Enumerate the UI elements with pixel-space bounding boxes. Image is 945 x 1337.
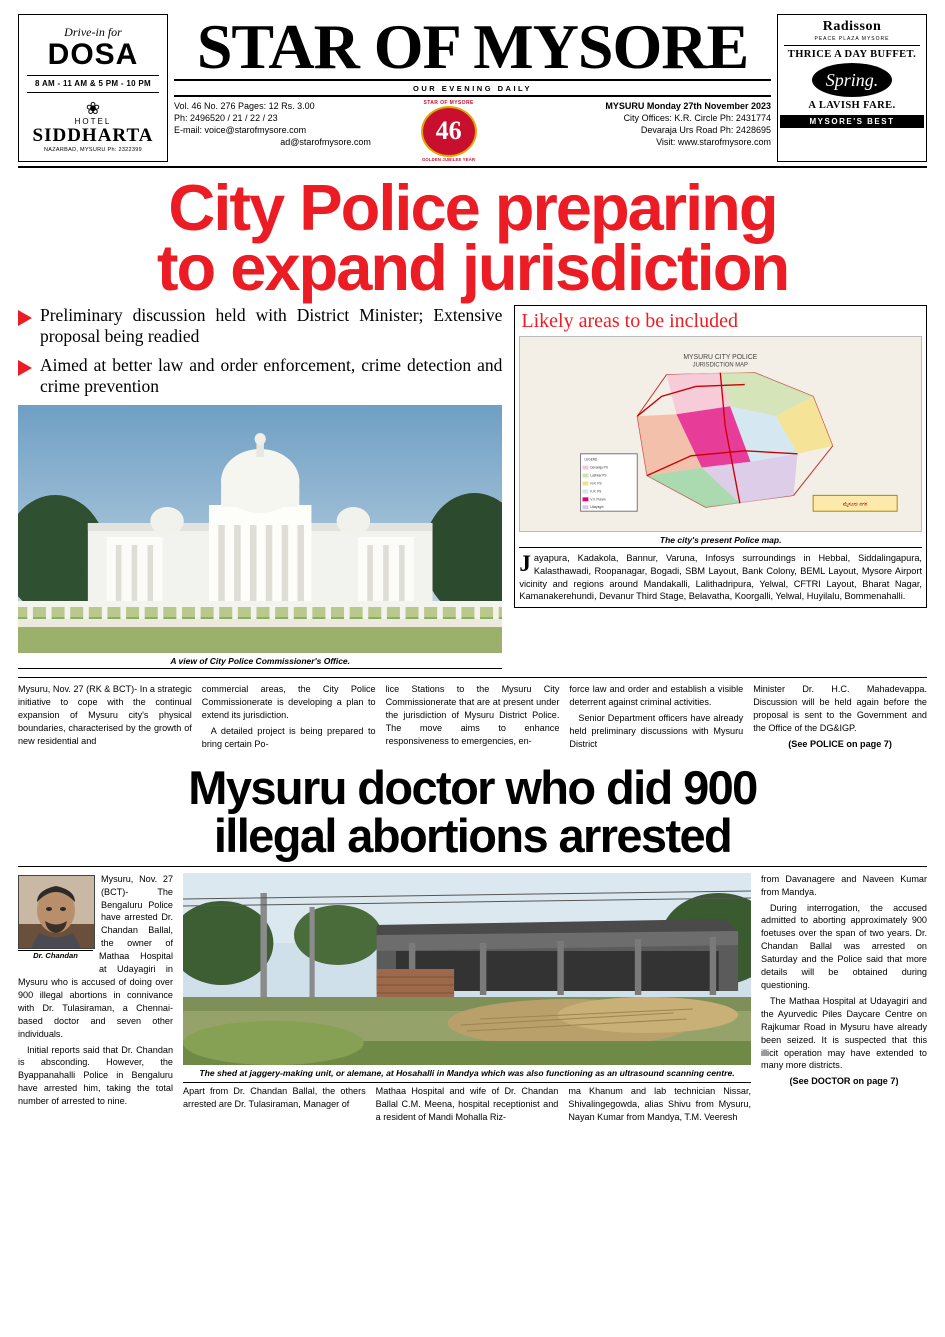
masthead-center	[174, 11, 771, 162]
ad-brand-name: Radisson	[822, 19, 882, 34]
masthead	[18, 11, 927, 168]
divider	[519, 547, 922, 548]
photo-caption: The shed at jaggery-making unit, or alemane, at Hosahalli in Mandya which was also functioning as an ultrasound scanning centre.	[199, 1067, 735, 1078]
svg-text:K.R. PS: K.R. PS	[590, 489, 602, 494]
lead-col-5	[753, 683, 927, 754]
city-office-1: City Offices: K.R. Circle Ph: 2431774	[623, 112, 771, 123]
ad-hotel-name: SIDDHARTA	[32, 125, 154, 146]
story2-col-1	[18, 873, 173, 1127]
lotus-icon: ❀	[85, 99, 101, 118]
lead-col-3	[386, 683, 560, 754]
secondary-headline-line1: Mysuru doctor who did 900	[188, 760, 757, 814]
paragraph: Mysuru, Nov. 27 (BCT)- The Bengaluru Police have arrested Dr. Chandan Ballal, the owner of Mathaa Hospital at Udayagiri in Mysuru who is accused of doing over 900 illegal abortions in connivance with Dr. Tulasiraman, a Chennai-based doctor and seven other individuals.	[18, 873, 173, 1039]
divider	[18, 668, 502, 669]
continuation-link[interactable]: (See POLICE on page 7)	[788, 738, 892, 749]
ad-line-1: THRICE A DAY BUFFET.	[787, 49, 917, 60]
triangle-bullet-icon	[18, 360, 32, 376]
email-line: E-mail: voice@starofmysore.com	[174, 125, 307, 135]
story2-col-4	[568, 1085, 751, 1127]
paragraph: Apart from Dr. Chandan Ballal, the others arrested are Dr. Tulasiraman, Manager of	[183, 1086, 366, 1110]
ad-hotel-label: HOTEL	[74, 117, 112, 126]
story2-col-5	[761, 873, 927, 1127]
lead-headline-line1: City Police preparing	[168, 170, 777, 244]
paragraph: Senior Department officers have already held preliminary discussions with Mysuru District	[569, 713, 744, 749]
tagline: OUR EVENING DAILY	[413, 83, 532, 93]
edition-date: MYSURU Monday 27th November 2023	[605, 100, 771, 111]
lead-headline	[18, 170, 927, 304]
divider	[27, 92, 159, 93]
svg-text:Devaraja PS: Devaraja PS	[590, 465, 609, 470]
lead-bullet-1-text: Preliminary discussion held with District Minister; Extensive proposal being readied	[40, 305, 503, 347]
paragraph: During interrogation, the accused admitted to aborting approximately 900 foetuses over the span of two years. Dr. Chandan Ballal was arrested on Saturday and the Police said that more details will be obtained during questioning.	[761, 902, 927, 990]
svg-text:LEGEND: LEGEND	[584, 458, 598, 463]
lead-bullet-2	[18, 355, 502, 397]
paragraph: Mathaa Hospital and wife of Dr. Chandan Ballal C.M. Meena, hospital receptionist and a resident of Mandi Mohalla Riz-	[375, 1086, 559, 1123]
ad-brand-sub: PEACE PLAZA MYSORE	[814, 36, 890, 42]
avatar	[18, 875, 95, 949]
lead-col-4	[569, 683, 743, 754]
paragraph: from Davanagere and Naveen Kumar from Mandya.	[761, 873, 927, 897]
lead-right-column	[514, 305, 927, 669]
website-line[interactable]: Visit: www.starofmysore.com	[656, 137, 771, 148]
divider	[784, 45, 919, 46]
phone-line: Ph: 2496520 / 21 / 22 / 23	[174, 112, 278, 123]
likely-areas-text	[519, 552, 922, 603]
svg-text:Lashkar PS: Lashkar PS	[590, 473, 607, 478]
lead-col-1	[18, 683, 192, 754]
dropcap: J	[519, 551, 531, 577]
ad-email-line: ad@starofmysore.com	[280, 137, 371, 148]
svg-text:JURISDICTION MAP: JURISDICTION MAP	[693, 362, 749, 370]
ad-hotel-sub: NAZARBAD, MYSURU Ph: 2322399	[44, 147, 142, 153]
ad-line-2: A LAVISH FARE.	[808, 100, 896, 111]
paragraph: force law and order and establish a visible deterrent against criminal activities.	[569, 684, 744, 708]
paragraph: Mysuru, Nov. 27 (RK & BCT)- In a strategic initiative to cope with the continual expansion of Mysuru city's physical boundaries, characterised by the growth of new residential and	[18, 684, 192, 746]
volume-line: Vol. 46 No. 276 Pages: 12 Rs. 3.00	[174, 100, 315, 111]
secondary-headline-line2: illegal abortions arrested	[213, 808, 732, 862]
triangle-bullet-icon	[18, 310, 32, 326]
photo-caption: A view of City Police Commissioner's Office.	[170, 656, 351, 667]
page-title: STAR OF MYSORE	[196, 11, 749, 82]
paragraph: The Mathaa Hospital at Udayagiri and the Ayurvedic Piles Daycare Centre on Rajkumar Road in Mysuru have already been seized. It is suspected that this illicit operation may have extended to many more districts.	[761, 995, 927, 1071]
police-commissioner-office-photo	[18, 405, 502, 653]
emblem-bottom-text: GOLDEN JUBILEE YEAR	[421, 156, 476, 162]
paragraph: A detailed project is being prepared to bring certain Po-	[201, 726, 376, 749]
svg-text:MYSURU CITY POLICE: MYSURU CITY POLICE	[683, 354, 758, 362]
ad-drivein-label: Drive-in for	[64, 25, 122, 39]
divider	[183, 1082, 751, 1083]
svg-text:N.R. PS: N.R. PS	[590, 481, 602, 486]
paragraph: ma Khanum and lab technician Nissar, Shivalingegowda, alias Shivu from Mysuru, Nayan Kumar from Mandya, T.M. Veeresh	[568, 1086, 752, 1123]
lead-left-column	[18, 305, 502, 669]
svg-text:Udayagiri: Udayagiri	[590, 505, 604, 510]
likely-areas-box	[514, 305, 927, 608]
ad-radisson[interactable]	[777, 14, 927, 162]
story2-center	[183, 873, 751, 1127]
lead-story-columns	[18, 677, 927, 754]
divider	[174, 79, 771, 81]
city-office-2: Devaraja Urs Road Ph: 2428695	[640, 125, 771, 135]
ad-hours: 8 AM - 11 AM & 5 PM - 10 PM	[35, 79, 151, 88]
ad-hotel-siddharta[interactable]	[18, 14, 168, 162]
emblem-number: 46	[421, 106, 477, 157]
jaggery-shed-photo	[183, 873, 751, 1065]
secondary-headline	[18, 760, 927, 862]
emblem-top-text: STAR OF MYSORE	[423, 99, 474, 106]
ad-tagline: MYSORE'S BEST	[780, 115, 924, 128]
map-caption: The city's present Police map.	[659, 535, 782, 546]
continuation-link[interactable]: (See DOCTOR on page 7)	[789, 1076, 899, 1087]
police-map-image	[519, 336, 922, 532]
likely-areas-body: ayapura, Kadakola, Bannur, Varuna, Infosys surroundings in Hebbal, Siddalingapura, Kalasthawadi, Roopanagar, Bogadi, SBM Layout, Bank Colony, BEML Layout, Mysore Airport vicinity and regions around Mandakalli, Lalithadripura, Yelwal, CFTRI Layout, Bharat Nagar, Kamanakerehundi, Devanur Third Stage, Belavatha, Koorgalli, Yelwal, Huyilalu, Bommenahalli.	[519, 553, 922, 602]
jubilee-emblem	[389, 100, 508, 162]
paragraph: Initial reports said that Dr. Chandan is absconding. However, the Byappanahalli Police in Bengaluru have arrested him, taking the total number of arrested to nine.	[18, 1044, 173, 1107]
story2-col-3	[376, 1085, 559, 1127]
masthead-left-info	[174, 100, 389, 149]
svg-text:ಮೈಸೂರು ನಗರ: ಮೈಸೂರು ನಗರ	[843, 502, 868, 508]
likely-areas-title: Likely areas to be included	[521, 310, 738, 333]
paragraph: lice Stations to the Mysuru City Commissionerate that are at present under the jurisdiction of Mysuru District Police. The move aims to enhance responsiveness to emergencies, en-	[385, 684, 560, 746]
story2-col-2	[183, 1085, 366, 1127]
svg-text:V.V. Puram: V.V. Puram	[590, 497, 607, 502]
lead-headline-line2: to expand jurisdiction	[156, 230, 789, 304]
lead-col-2	[202, 683, 376, 754]
divider	[27, 75, 159, 76]
lead-bullet-1	[18, 305, 502, 347]
ad-spring-logo: Spring.	[812, 63, 892, 97]
lead-bullet-2-text: Aimed at better law and order enforcement, crime detection and crime prevention	[40, 355, 503, 397]
paragraph: Minister Dr. H.C. Mahadevappa. Discussion will be held again before the proposal is sent to the Government and the Office of the DG&IGP.	[753, 684, 927, 734]
masthead-right-info	[508, 100, 771, 149]
ad-dosa-label: DOSA	[47, 38, 139, 71]
secondary-story	[18, 866, 927, 1127]
portrait-caption: Dr. Chandan	[18, 950, 93, 962]
paragraph: commercial areas, the City Police Commissionerate is developing a plan to extend its jurisdiction.	[201, 684, 376, 721]
